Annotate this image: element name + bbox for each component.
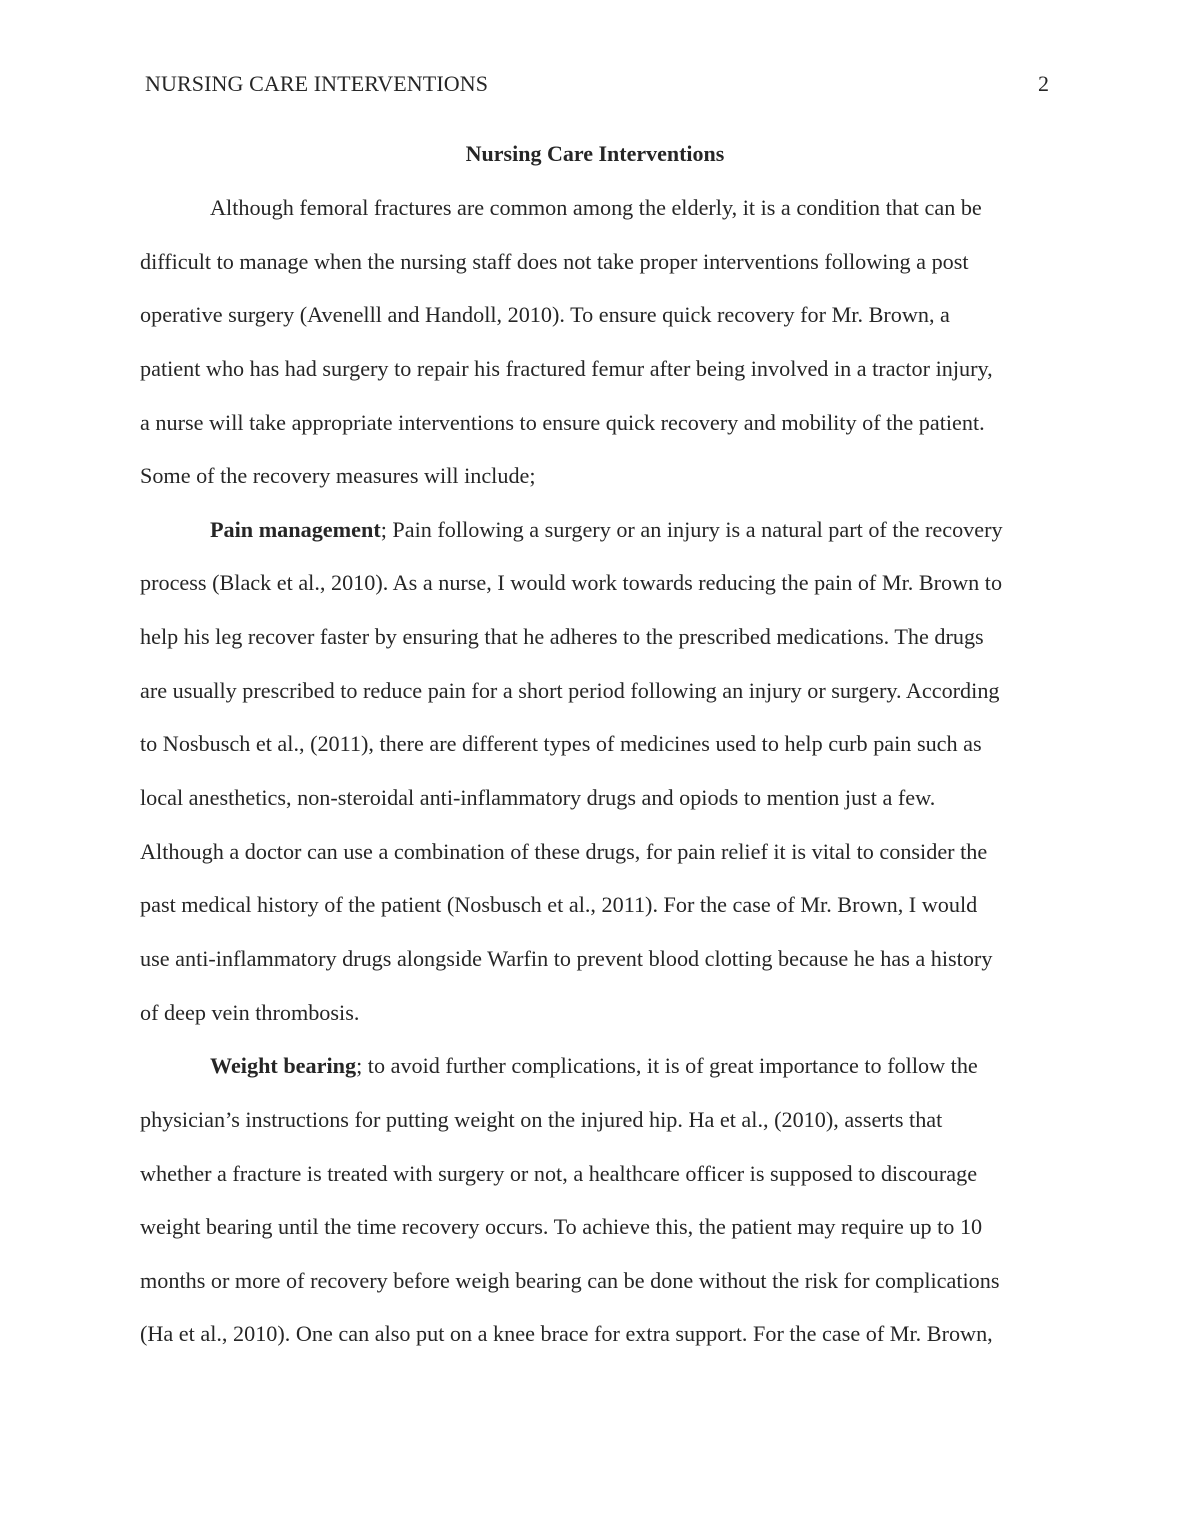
body-text — [140, 180, 1055, 1360]
section-lead-pain-management: Pain management — [210, 516, 381, 542]
text-line: Although a doctor can use a combination of these drugs, for pain relief it is vital to consider the — [140, 838, 988, 864]
text-span: ; Pain following a surgery or an injury is a natural part of the recovery — [380, 516, 1003, 542]
text-line: patient who has had surgery to repair his fractured femur after being involved in a tractor injury, — [140, 355, 993, 381]
text-line: help his leg recover faster by ensuring that he adheres to the prescribed medications. The drugs — [140, 624, 984, 650]
text-line: to Nosbusch et al., (2011), there are different types of medicines used to help curb pain such as — [140, 731, 982, 757]
text-line: difficult to manage when the nursing staff does not take proper interventions following a post — [140, 248, 969, 274]
text-line: physician’s instructions for putting weight on the injured hip. Ha et al., (2010), asserts that — [140, 1106, 943, 1132]
text-span: ; to avoid further complications, it is of great importance to follow the — [356, 1053, 978, 1079]
text-line: are usually prescribed to reduce pain for a short period following an injury or surgery. According — [140, 677, 1000, 703]
text-line: past medical history of the patient (Nosbusch et al., 2011). For the case of Mr. Brown, I would — [140, 892, 978, 918]
text-line: of deep vein thrombosis. — [140, 999, 360, 1025]
text-line: whether a fracture is treated with surgery or not, a healthcare officer is supposed to discourage — [140, 1160, 978, 1186]
text-line: Some of the recovery measures will include; — [140, 463, 536, 489]
running-head: NURSING CARE INTERVENTIONS — [145, 71, 489, 96]
text-line: months or more of recovery before weigh bearing can be done without the risk for complications — [140, 1267, 1000, 1293]
text-line: weight bearing until the time recovery occurs. To achieve this, the patient may require up to 10 — [140, 1214, 983, 1240]
text-line: (Ha et al., 2010). One can also put on a knee brace for extra support. For the case of Mr. Brown, — [140, 1321, 993, 1347]
text-line — [140, 502, 1055, 556]
text-line: use anti-inflammatory drugs alongside Warfin to prevent blood clotting because he has a history — [140, 945, 993, 971]
text-line: process (Black et al., 2010). As a nurse, I would work towards reducing the pain of Mr. Brown to — [140, 570, 1003, 596]
text-line — [140, 1038, 1055, 1092]
page-number: 2 — [1038, 71, 1049, 96]
text-line: local anesthetics, non-steroidal anti-inflammatory drugs and opiods to mention just a few. — [140, 785, 936, 811]
text-line: operative surgery (Avenelll and Handoll, 2010). To ensure quick recovery for Mr. Brown, a — [140, 302, 950, 328]
text-line: a nurse will take appropriate interventions to ensure quick recovery and mobility of the patient. — [140, 409, 985, 435]
document-title: Nursing Care Interventions — [465, 141, 725, 166]
text-line: Although femoral fractures are common among the elderly, it is a condition that can be — [210, 195, 982, 220]
section-lead-weight-bearing: Weight bearing — [210, 1053, 357, 1079]
